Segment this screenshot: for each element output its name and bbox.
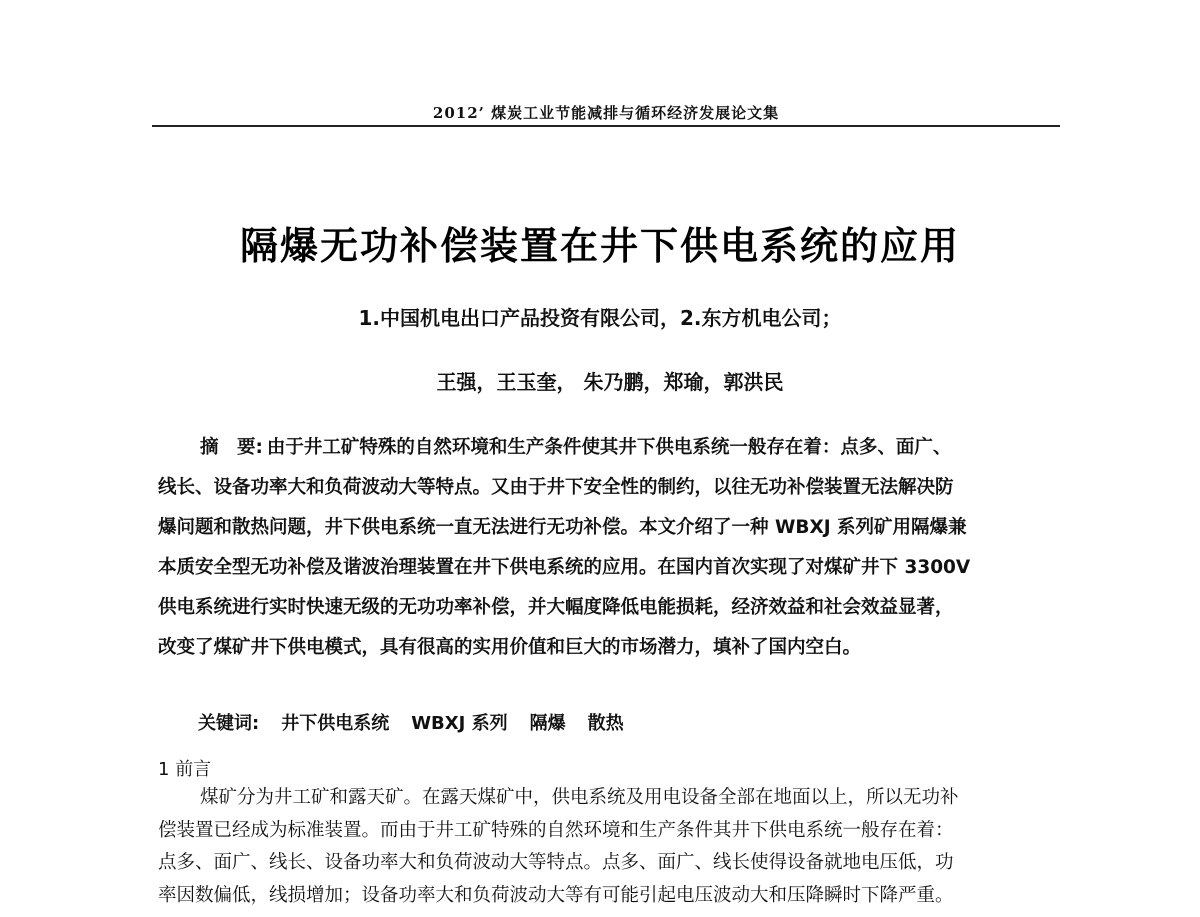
body-line: 偿装置已经成为标准装置。而由于井工矿特殊的自然环境和生产条件其井下供电系统一般存在着： [158,819,954,841]
section-heading [158,755,211,781]
abstract [158,428,1058,668]
keyword: 散热 [587,713,624,734]
abstract-line: 线长、设备功率大和负荷波动大等特点。又由于井下安全性的制约，以往无功补偿装置无法解决防 [158,477,954,498]
affiliations: 1.中国机电出口产品投资有限公司，2.东方机电公司； [358,306,842,330]
keyword: 隔爆 [529,713,566,734]
abstract-label: 摘 要: [200,437,263,458]
keyword: WBXJ 系列 [411,713,508,734]
abstract-line: 摘 要: 由于井工矿特殊的自然环境和生产条件使其井下供电系统一般存在着：点多、面广、 [200,437,952,458]
abstract-line: 供电系统进行实时快速无级的无功功率补偿，并大幅度降低电能损耗，经济效益和社会效益显著， [158,597,954,618]
abstract-line: 本质安全型无功补偿及谐波治理装置在井下供电系统的应用。在国内首次实现了对煤矿井下 3300V [158,557,971,578]
section-title: 前言 [175,759,212,780]
keywords [198,709,624,735]
keyword: 井下供电系统 [281,713,390,734]
section-body [158,782,1060,912]
keywords-label: 关键词: [198,713,260,734]
body-line: 率因数偏低，线损增加；设备功率大和负荷波动大等有可能引起电压波动大和压降瞬时下降严重。 [158,884,954,906]
section-number: 1 [158,759,170,780]
abstract-line: 改变了煤矿井下供电模式，具有很高的实用价值和巨大的市场潜力，填补了国内空白。 [158,637,862,658]
body-line: 煤矿分为井工矿和露天矿。在露天煤矿中，供电系统及用电设备全部在地面以上，所以无功补 [200,787,959,808]
body-line: 点多、面广、线长、设备功率大和负荷波动大等特点。点多、面广、线长使得设备就地电压低，功 [158,852,954,873]
header-rule [152,125,1060,127]
paper-title: 隔爆无功补偿装置在井下供电系统的应用 [239,223,960,268]
authors: 王强，王玉奎， 朱乃鹏，郑瑜，郭洪民 [436,370,784,394]
abstract-line: 爆问题和散热问题，井下供电系统一直无法进行无功补偿。本文介绍了一种 WBXJ 系列矿用隔爆兼 [158,517,967,538]
running-header: 2012’ 煤炭工业节能减排与循环经济发展论文集 [432,104,780,122]
